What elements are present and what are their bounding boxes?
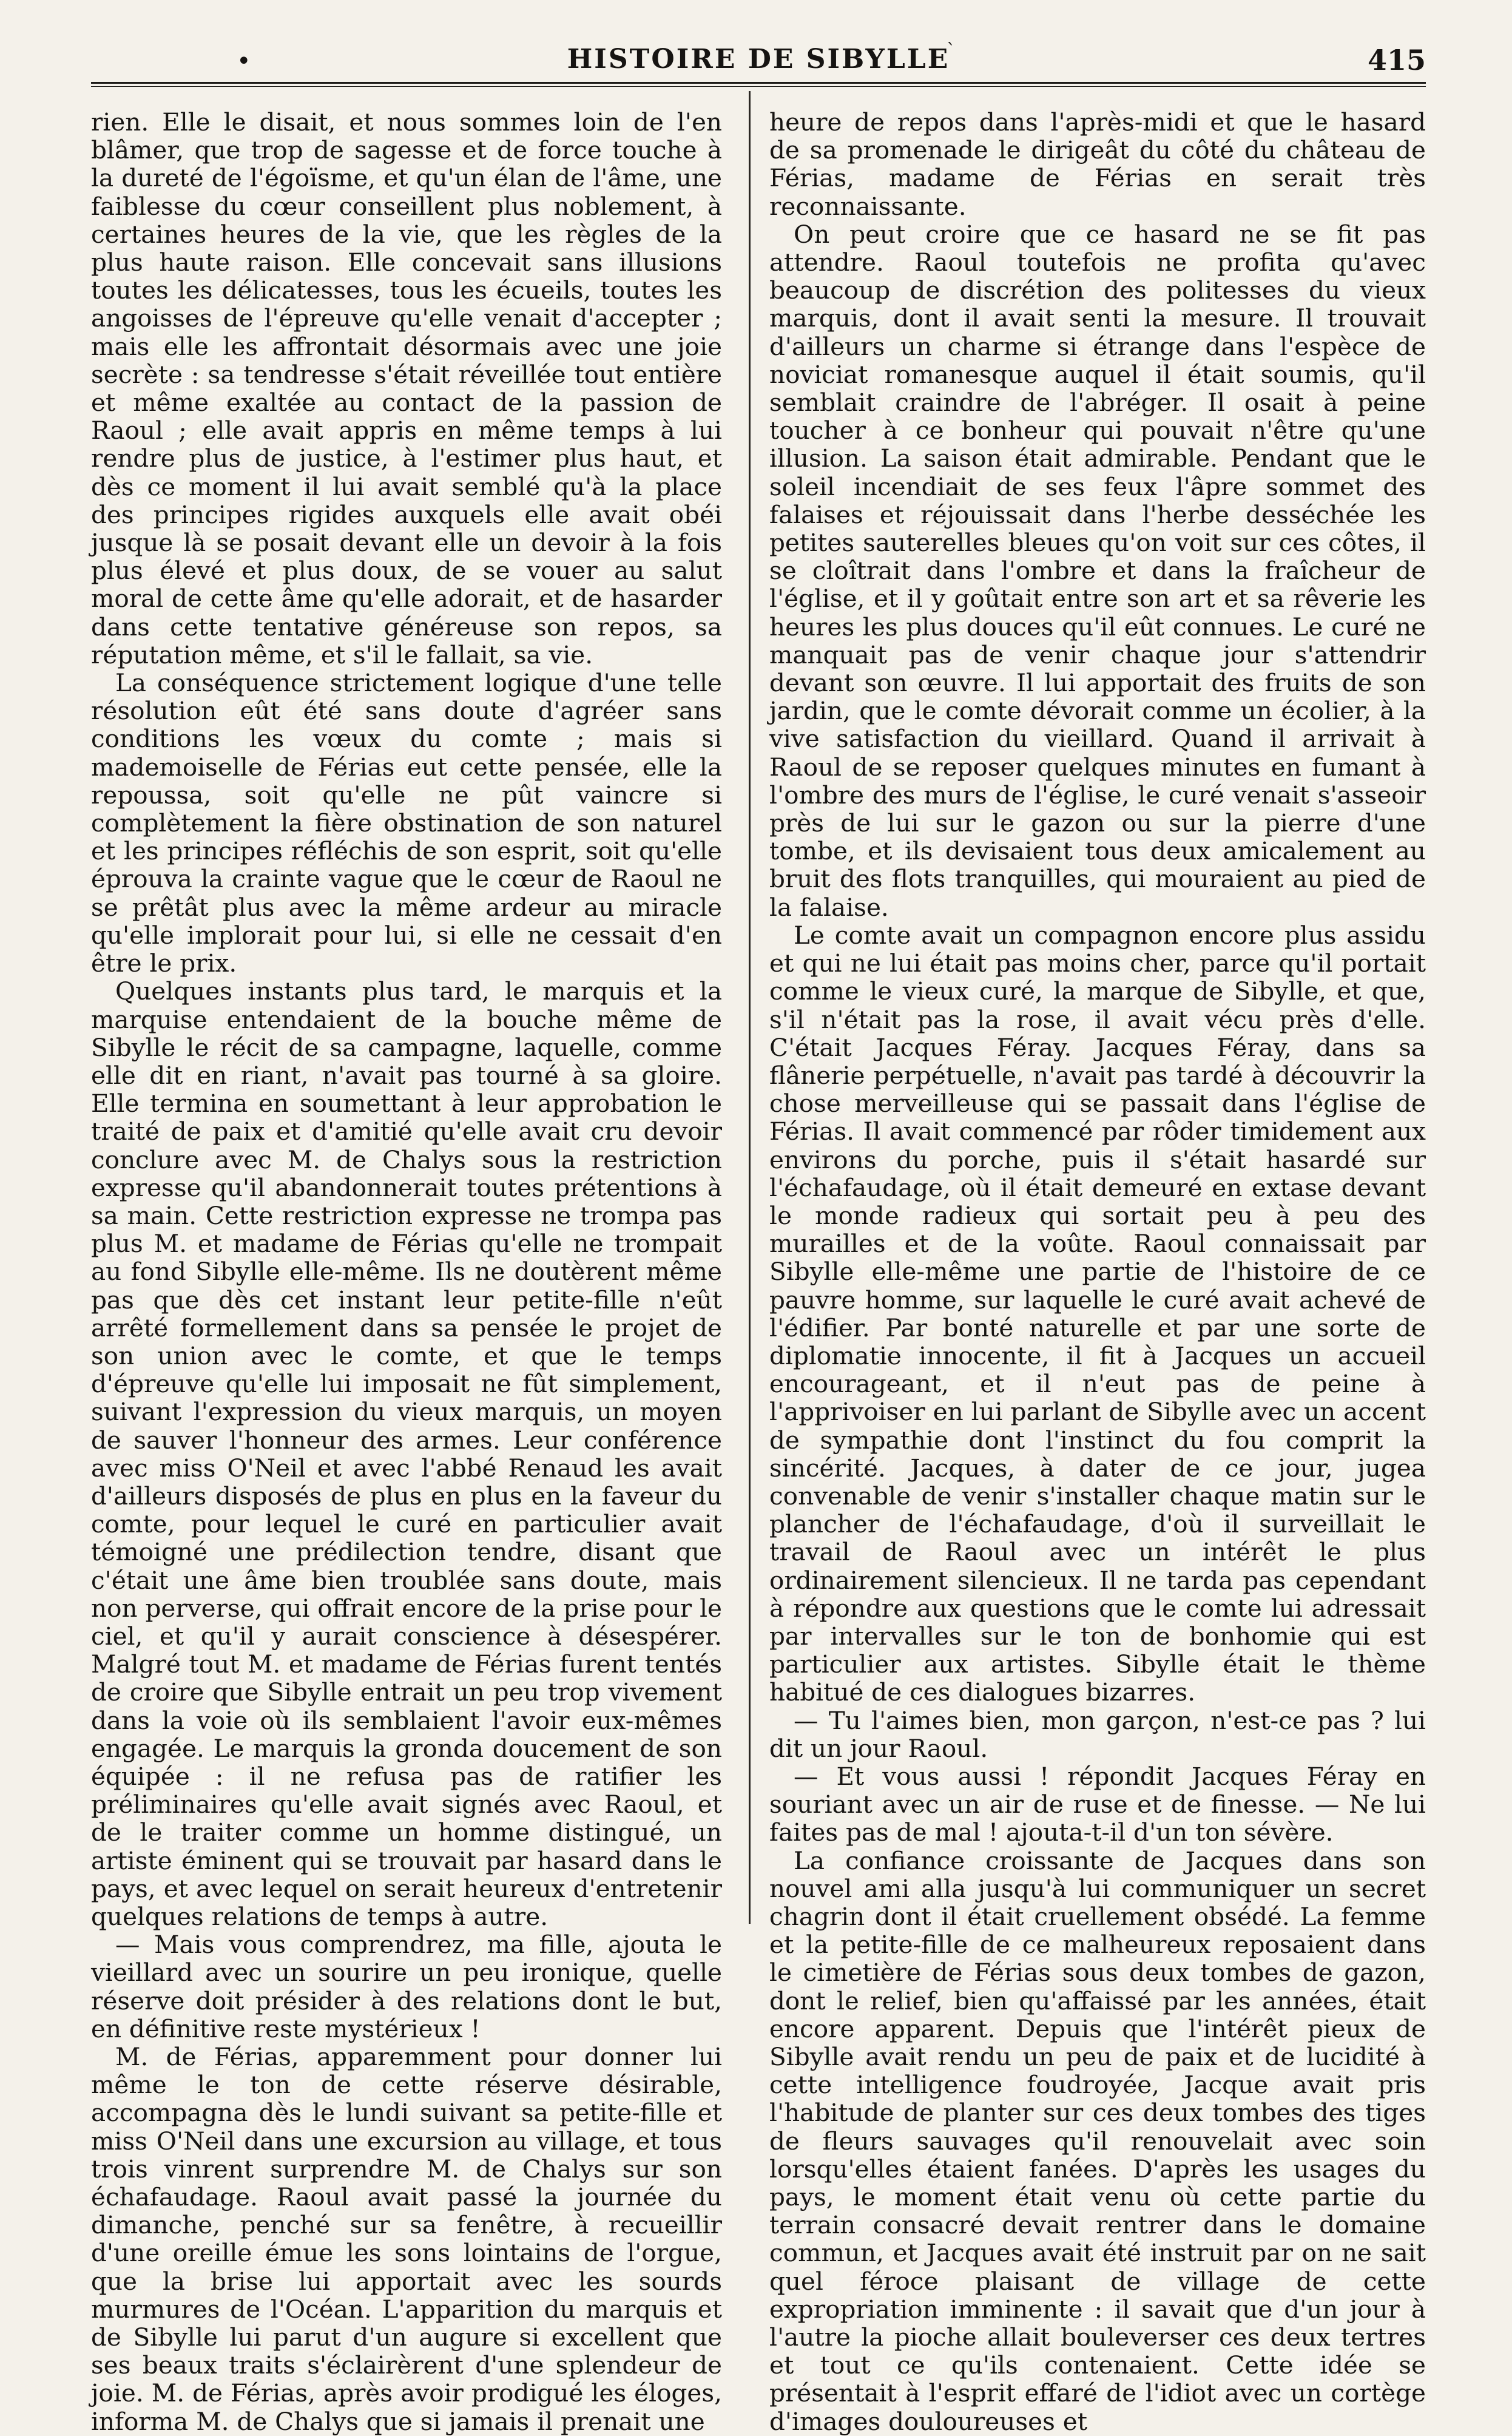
paragraph: Quelques instants plus tard, le marquis et la marquise entendaient de la bouche même de Sibylle le récit de sa campagne, laquelle, comme elle dit en riant, n'avait pas tourné à sa gloire. Elle termina en soumettant à leur approbation le traité de paix et d'amitié qu'elle avait cru devoir conclure avec M. de Chalys sous la restriction expresse qu'il abandonnerait toutes prétentions à sa main. Cette restriction expresse ne trompa pas plus M. et madame de Férias qu'elle ne trompait au fond Sibylle elle-même. Ils ne doutèrent même pas que dès cet instant leur petite-fille n'eût arrêté formellement dans sa pensée le projet de son union avec le comte, et que le temps d'épreuve qu'elle lui imposait ne fût simplement, suivant l'expression du vieux marquis, un moyen de sauver l'honneur des armes. Leur conférence avec miss O'Neil et avec l'abbé Renaud les avait d'ailleurs disposés de plus en plus en la faveur du comte, pour lequel le curé en particulier avait témoigné une prédilection tendre, disant que c'était une âme bien troublée sans doute, mais non perverse, qui offrait encore de la prise pour le ciel, et qu'il y aurait conscience à désespérer. Malgré tout M. et madame de Férias furent tentés de croire que Sibylle entrait un peu trop vivement dans la voie où ils semblaient l'avoir eux-mêmes engagée. Le marquis la gronda doucement de son équipée : il ne refusa pas de ratifier les préliminaires qu'elle avait signés avec Raoul, et de le traiter comme un homme distingué, un artiste éminent qui se trouvait par hasard dans le pays, et avec lequel on serait heureux d'entretenir quelques relations de temps à autre. (91, 976, 722, 1931)
page-number: 415 (1367, 44, 1426, 76)
header-mark: ˋ (947, 40, 956, 61)
paragraph: M. de Férias, apparemment pour donner lui même le ton de cette réserve désirable, accompagna dès le lundi suivant sa petite-fille et miss O'Neil dans une excursion au village, et tous trois vinrent surprendre M. de Chalys sur son échafaudage. Raoul avait passé la journée du dimanche, penché sur sa fenêtre, à recueillir d'une oreille émue les sons lointains de l'orgue, que la brise lui apportait avec les sourds murmures de l'Océan. L'apparition du marquis et de Sibylle lui parut d'un augure si excellent que ses beaux traits s'éclairèrent d'une splendeur de joie. M. de Férias, après avoir prodigué les éloges, informa M. de Chalys que si jamais il prenait une (91, 2042, 722, 2436)
header-rule-thin (91, 86, 1426, 87)
paragraph: — Tu l'aimes bien, mon garçon, n'est-ce pas ? lui dit un jour Raoul. (769, 1705, 1426, 1763)
paragraph: — Et vous aussi ! répondit Jacques Féray en souriant avec un air de ruse et de finesse. — Ne lui faites pas de mal ! ajouta-t-il d'un ton sévère. (769, 1761, 1426, 1847)
right-column (769, 108, 1426, 2435)
header-rule (91, 82, 1426, 84)
paragraph: — Mais vous comprendrez, ma fille, ajouta le vieillard avec un sourire un peu ironique, quelle réserve doit présider à des relations dont le but, en définitive reste mystérieux ! (91, 1930, 722, 2043)
column-divider (749, 91, 751, 1924)
paragraph: La confiance croissante de Jacques dans son nouvel ami alla jusqu'à lui communiquer un secret chagrin dont il était cruellement obsédé. La femme et la petite-fille de ce malheureux reposaient dans le cimetière de Férias sous deux tombes de gazon, dont le relief, bien qu'affaissé par les années, était encore apparent. Depuis que l'intérêt pieux de Sibylle avait rendu un peu de paix et de lucidité à cette intelligence foudroyée, Jacque avait pris l'habitude de planter sur ces deux tombes des tiges de fleurs sauvages qu'il renouvelait avec soin lorsqu'elles étaient fanées. D'après les usages du pays, le moment était venu où cette partie du terrain consacré devait rentrer dans le domaine commun, et Jacques avait été instruit par on ne sait quel féroce plaisant de village de cette expropriation imminente : il savait que d'un jour à l'autre la pioche allait bouleverser ces deux tertres et tout ce qu'ils contenaient. Cette idée se présentait à l'esprit effaré de l'idiot avec un cortège d'images douloureuses et (769, 1846, 1426, 2436)
paragraph: rien. Elle le disait, et nous sommes loin de l'en blâmer, que trop de sagesse et de force touche à la dureté de l'égoïsme, et qu'un élan de l'âme, une faiblesse du cœur conseillent plus noblement, à certaines heures de la vie, que les règles de la plus haute raison. Elle concevait sans illusions toutes les délicatesses, tous les écueils, toutes les angoisses de l'épreuve qu'elle venait d'accepter ; mais elle les affrontait désormais avec une joie secrète : sa tendresse s'était réveillée tout entière et même exaltée au contact de la passion de Raoul ; elle avait appris en même temps à lui rendre plus de justice, à l'estimer plus haut, et dès ce moment il lui avait semblé qu'à la place des principes rigides auxquels elle avait obéi jusque là se posait devant elle un devoir à la fois plus élevé et plus doux, de se vouer au salut moral de cette âme qu'elle adorait, et de hasarder dans cette tentative généreuse son repos, sa réputation même, et s'il le fallait, sa vie. (91, 107, 722, 669)
paragraph: heure de repos dans l'après-midi et que le hasard de sa promenade le dirigeât du côté du château de Férias, madame de Férias en serait très reconnaissante. (769, 107, 1426, 221)
header-bullet: • (237, 47, 251, 75)
paragraph: La conséquence strictement logique d'une telle résolution eût été sans doute d'agréer sans conditions les vœux du comte ; mais si mademoiselle de Férias eut cette pensée, elle la repoussa, soit qu'elle ne pût vaincre si complètement la fière obstination de son naturel et les principes réfléchis de son esprit, soit qu'elle éprouva la crainte vague que le cœur de Raoul ne se prêtât plus avec la même ardeur au miracle qu'elle implorait pour lui, si elle ne cessait d'en être le prix. (91, 668, 722, 978)
running-header (91, 40, 1426, 86)
running-title: HISTOIRE DE SIBYLLE (567, 44, 950, 75)
paragraph: On peut croire que ce hasard ne se fit pas attendre. Raoul toutefois ne profita qu'avec beaucoup de discrétion des politesses du vieux marquis, dont il avait senti la mesure. Il trouvait d'ailleurs un charme si étrange dans l'espèce de noviciat romanesque auquel il était soumis, qu'il semblait craindre de l'abréger. Il osait à peine toucher à ce bonheur qui pouvait n'être qu'une illusion. La saison était admirable. Pendant que le soleil incendiait de ses feux l'âpre sommet des falaises et réjouissait dans l'herbe desséchée les petites sauterelles bleues qu'on voit sur ces côtes, il se cloîtrait dans l'ombre et dans la fraîcheur de l'église, et il y goûtait entre son art et sa rêverie les heures les plus douces qu'il eût connues. Le curé ne manquait pas de venir chaque jour s'attendrir devant son œuvre. Il lui apportait des fruits de son jardin, que le comte dévorait comme un écolier, à la vive satisfaction du vieillard. Quand il arrivait à Raoul de se reposer quelques minutes en fumant à l'ombre des murs de l'église, le curé venait s'asseoir près de lui sur le gazon ou sur la pierre d'une tombe, et ils devisaient tous deux amicalement au bruit des flots tranquilles, qui mouraient au pied de la falaise. (769, 219, 1426, 922)
left-column (91, 108, 722, 2435)
paragraph: Le comte avait un compagnon encore plus assidu et qui ne lui était pas moins cher, parce qu'il portait comme le vieux curé, la marque de Sibylle, et que, s'il n'était pas la rose, il avait vécu près d'elle. C'était Jacques Féray. Jacques Féray, dans sa flânerie perpétuelle, n'avait pas tardé à découvrir la chose merveilleuse qui se passait dans l'église de Férias. Il avait commencé par rôder timidement aux environs du porche, puis il s'était hasardé sur l'échafaudage, où il était demeuré en extase devant le monde radieux qui sortait peu à peu des murailles et de la voûte. Raoul connaissait par Sibylle elle-même une partie de l'histoire de ce pauvre homme, sur laquelle le curé avait achevé de l'édifier. Par bonté naturelle et par une sorte de diplomatie innocente, il fit à Jacques un accueil encourageant, et il n'eut pas de peine à l'apprivoiser en lui parlant de Sibylle avec un accent de sympathie dont l'instinct du fou comprit la sincérité. Jacques, à dater de ce jour, jugea convenable de venir s'installer chaque matin sur le plancher de l'échafaudage, d'où il surveillait le travail de Raoul avec un intérêt le plus ordinairement silencieux. Il ne tarda pas cependant à répondre aux questions que le comte lui adressait par intervalles sur le ton de bonhomie qui est particulier aux artistes. Sibylle était le thème habitué de ces dialogues bizarres. (769, 920, 1426, 1707)
